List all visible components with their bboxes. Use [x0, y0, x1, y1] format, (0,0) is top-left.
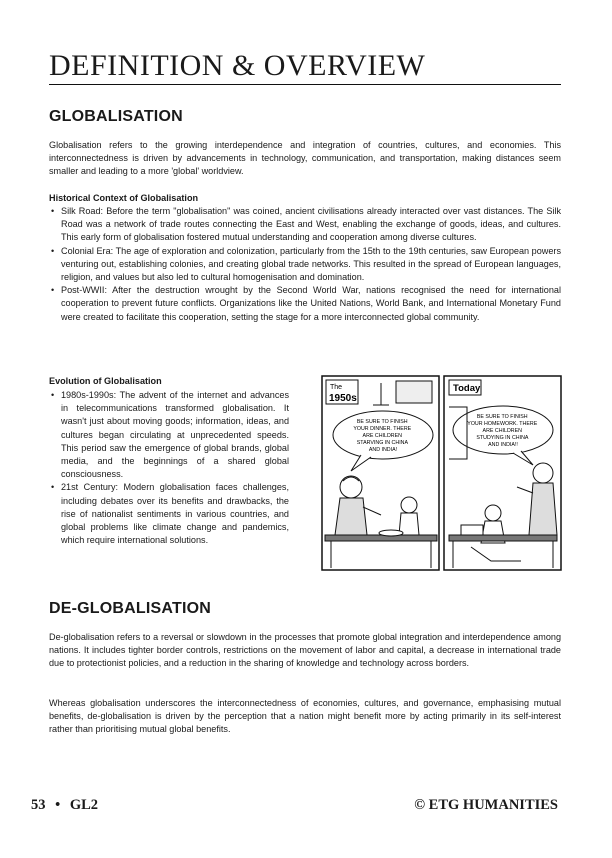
cartoon-left-label-bottom: 1950s — [329, 393, 357, 404]
footer-separator: • — [55, 797, 61, 813]
list-item: • Colonial Era: The age of exploration and colonization, particularly from the 15th to the 19th centuries, saw European powers venturing out, establishing colonies, and creating global trade networks. This resulted in the spread of European languages, religion, and values but also led to cultural homogenisation and domination. — [49, 245, 561, 285]
cartoon-illustration — [321, 375, 562, 571]
cartoon-right-bubble-text: BE SURE TO FINISH YOUR HOMEWORK. THERE ARE CHILDREN STUDYING IN CHINA AND INDIA!! — [467, 414, 538, 448]
footer-publisher: © ETG HUMANITIES — [414, 797, 558, 813]
cartoon-left-bubble-text: BE SURE TO FINISH YOUR DINNER. THERE ARE CHILDREN STARVING IN CHINA AND INDIA! — [353, 419, 412, 453]
footer-page-info — [31, 797, 98, 814]
deglobalisation-para-1: De-globalisation refers to a reversal or slowdown in the processes that promote global integration and interdependence among nations. It includes tighter border controls, restrictions on the movement of labor and capital, a decrease in international trade due to protectionist policies, and a reduction in the sharing of knowledge and technology across borders. — [49, 632, 561, 669]
historical-context-heading: Historical Context of Globalisation — [49, 193, 199, 203]
evolution-heading: Evolution of Globalisation — [49, 376, 162, 386]
page-number: 53 — [31, 797, 46, 813]
list-item: • Silk Road: Before the term "globalisation" was coined, ancient civilisations already interacted over vast distances. The Silk Road was a network of trade routes connecting the East and West, enabling the exchange of goods, ideas, and cultures. This early form of globalisation fostered mutual understanding and cooperation among diverse cultures. — [49, 205, 561, 245]
historical-context-list — [49, 205, 561, 324]
page-title: DEFINITION & OVERVIEW — [49, 50, 561, 85]
globalisation-intro: Globalisation refers to the growing interdependence and integration of countries, cultures, and economies. This interconnectedness is driven by advancements in technology, communication, and transportation, making distances seem smaller and leading to a more 'global' worldview. — [49, 140, 561, 177]
list-item: • Post-WWII: After the destruction wrought by the Second World War, nations recognised the need for international cooperation to prevent future conflicts. Organizations like the United Nations, World Bank, and International Monetary Fund were created to facilitate this cooperation, setting the stage for a more interconnected global community. — [49, 284, 561, 324]
list-item: • 21st Century: Modern globalisation faces challenges, including debates over its benefits and drawbacks, the rise of nationalist sentiments in various countries, and global problems like climate change and pandemics, which require international solutions. — [49, 481, 289, 547]
section-code: GL2 — [69, 797, 99, 813]
cartoon-left-label-top: The — [330, 384, 343, 391]
list-item: • 1980s-1990s: The advent of the internet and advances in telecommunications transformed globalisation. It wasn't just about moving goods; information, ideas, and cultures began circulating at unprecedented speeds. This period saw the emergence of global brands, global media, and the beginnings of a shared global consciousness. — [49, 389, 289, 481]
globalisation-heading: GLOBALISATION — [49, 108, 183, 125]
cartoon-right-label: Today — [453, 383, 481, 394]
evolution-list — [49, 389, 289, 547]
deglobalisation-heading: DE-GLOBALISATION — [49, 600, 212, 617]
deglobalisation-para-2: Whereas globalisation underscores the interconnectedness of economies, cultures, and governance, emphasising mutual benefits, de-globalisation is driven by the perception that a nation might benefit more by acting primarily in its self-interest rather than prioritising mutual global benefits. — [49, 698, 561, 735]
